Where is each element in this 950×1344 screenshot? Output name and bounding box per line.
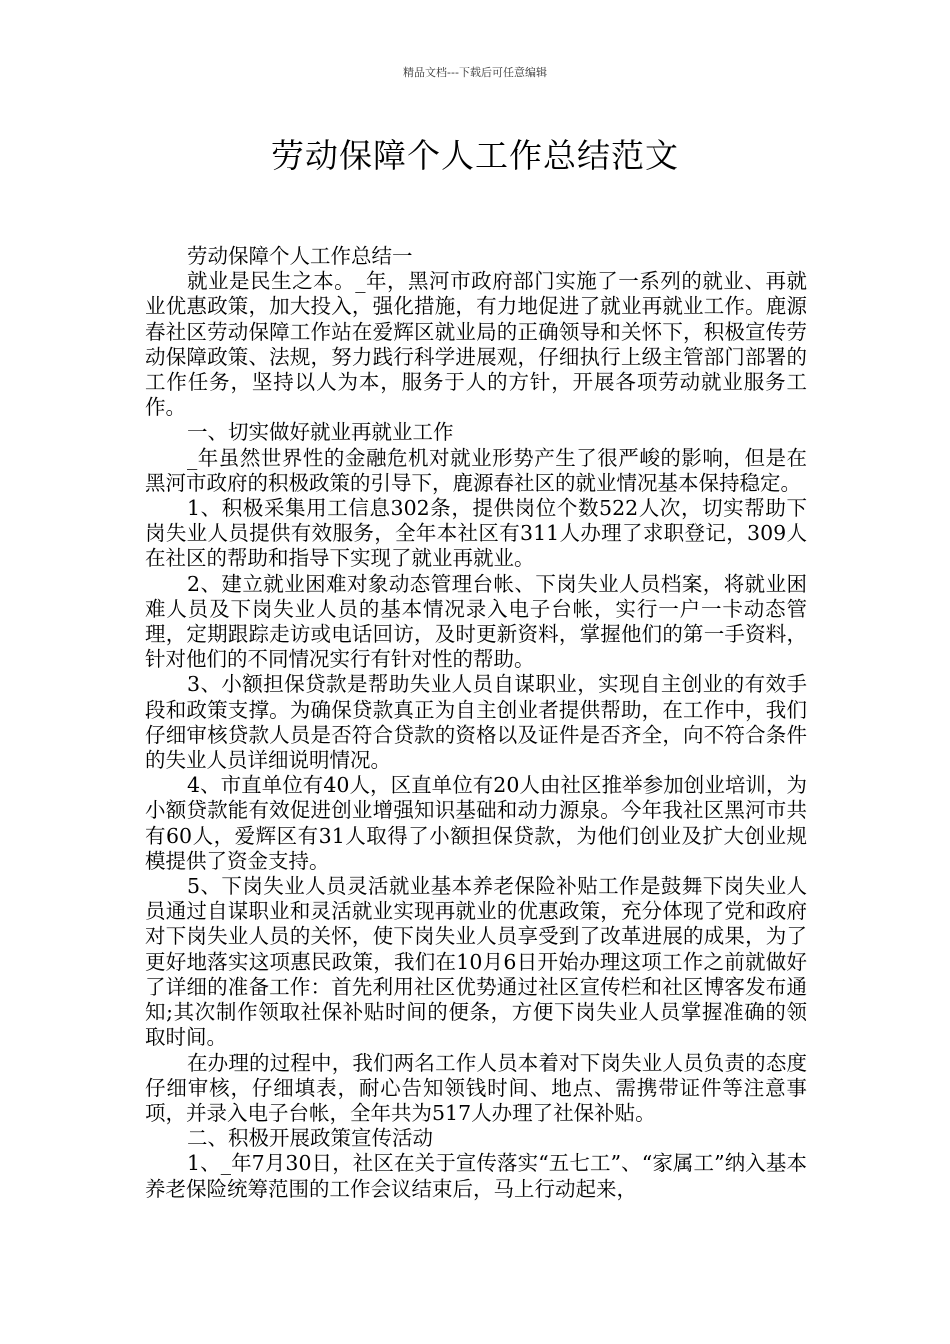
body-paragraph: 1、积极采集用工信息302条，提供岗位个数522人次，切实帮助下岗失业人员提供有效服务，全年本社区有311人办理了求职登记，309人在社区的帮助和指导下实现了就业再就业。 xyxy=(145,496,807,571)
body-paragraph: 就业是民生之本。_年，黑河市政府部门实施了一系列的就业、再就业优惠政策，加大投入，强化措施，有力地促进了就业再就业工作。鹿源春社区劳动保障工作站在爱辉区就业局的正确领导和关怀下，积极宣传劳动保障政策、法规，努力践行科学进展观，仔细执行上级主管部门部署的工作任务，坚持以人为本，服务于人的方针，开展各项劳动就业服务工作。 xyxy=(145,269,807,420)
section-heading: 一、切实做好就业再就业工作 xyxy=(187,420,454,445)
body-paragraph: 4、市直单位有40人，区直单位有20人由社区推举参加创业培训，为小额贷款能有效促进创业增强知识基础和动力源泉。今年我社区黑河市共有60人，爱辉区有31人取得了小额担保贷款，为他们创业及扩大创业规模提供了资金支持。 xyxy=(145,773,807,873)
header-note: 精品文档---下载后可任意编辑 xyxy=(403,66,547,79)
section-heading: 二、积极开展政策宣传活动 xyxy=(187,1126,433,1151)
document-body xyxy=(145,244,807,1202)
body-paragraph: 5、下岗失业人员灵活就业基本养老保险补贴工作是鼓舞下岗失业人员通过自谋职业和灵活就业实现再就业的优惠政策，充分体现了党和政府对下岗失业人员的关怀，使下岗失业人员享受到了改革进展的成果，为了更好地落实这项惠民政策，我们在10月6日开始办理这项工作之前就做好了详细的准备工作：首先利用社区优势通过社区宣传栏和社区博客发布通知;其次制作领取社保补贴时间的便条，方便下岗失业人员掌握准确的领取时间。 xyxy=(145,874,807,1050)
document-title: 劳动保障个人工作总结范文 xyxy=(271,136,679,175)
body-paragraph: _年虽然世界性的金融危机对就业形势产生了很严峻的影响，但是在黑河市政府的积极政策的引导下，鹿源春社区的就业情况基本保持稳定。 xyxy=(145,445,807,495)
body-paragraph: 1、_年7月30日，社区在关于宣传落实“五七工”、“家属工”纳入基本养老保险统筹范围的工作会议结束后，马上行动起来， xyxy=(145,1151,807,1201)
body-paragraph: 2、建立就业困难对象动态管理台帐、下岗失业人员档案，将就业困难人员及下岗失业人员的基本情况录入电子台帐，实行一户一卡动态管理，定期跟踪走访或电话回访，及时更新资料，掌握他们的第一手资料，针对他们的不同情况实行有针对性的帮助。 xyxy=(145,571,807,672)
section-heading: 劳动保障个人工作总结一 xyxy=(187,244,413,268)
body-paragraph: 在办理的过程中，我们两名工作人员本着对下岗失业人员负责的态度仔细审核，仔细填表，耐心告知领钱时间、地点、需携带证件等注意事项，并录入电子台帐，全年共为517人办理了社保补贴。 xyxy=(145,1050,807,1125)
body-paragraph: 3、小额担保贷款是帮助失业人员自谋职业，实现自主创业的有效手段和政策支撑。为确保贷款真正为自主创业者提供帮助，在工作中，我们仔细审核贷款人员是否符合贷款的资格以及证件是否齐全，向不符合条件的失业人员详细说明情况。 xyxy=(145,672,807,773)
